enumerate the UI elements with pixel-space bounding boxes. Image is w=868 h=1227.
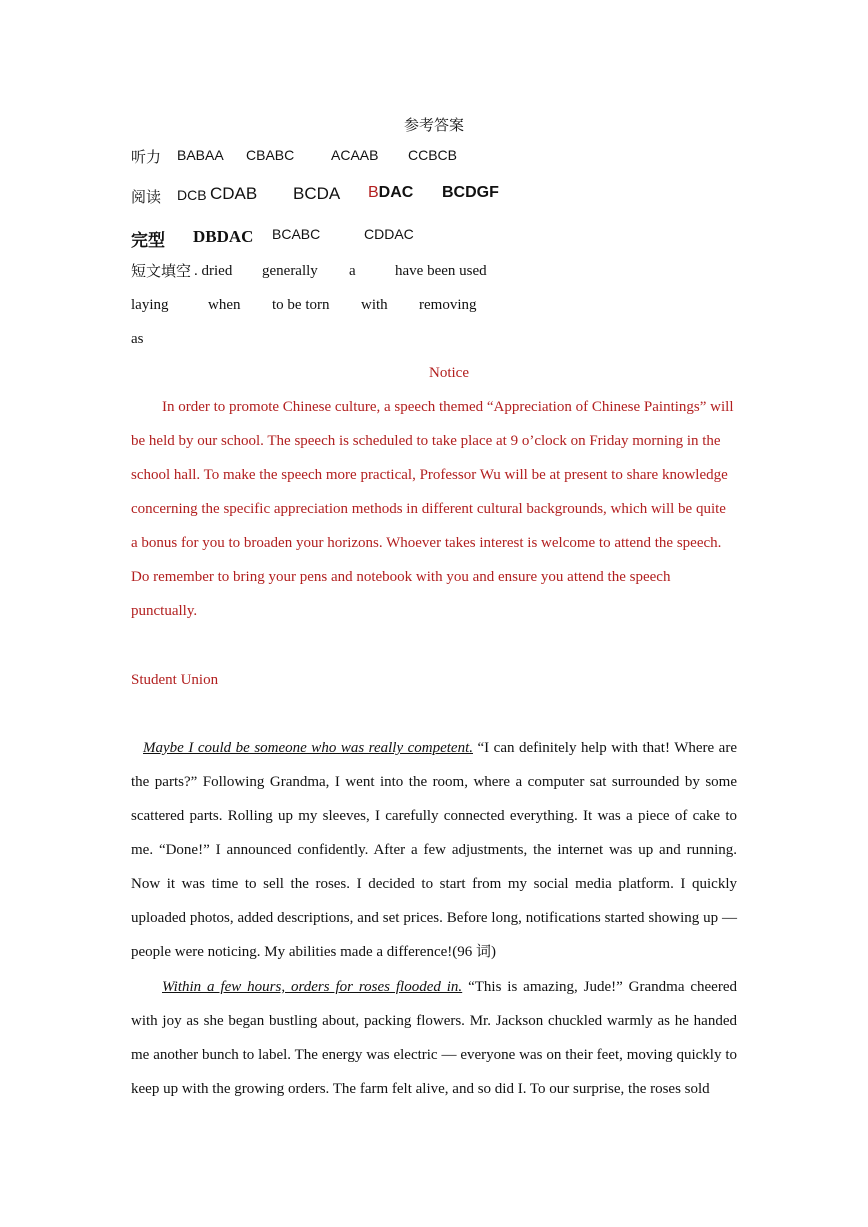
short-fill-answer-3: a	[349, 263, 356, 279]
reading-group-3	[368, 184, 413, 202]
paragraph-2-body: “This is amazing, Jude!” Grandma cheered with joy as she began bustling about, packing flowers. Mr. Jackson chuckled warmly as he handed me another bunch to label. The energy was electric — everyone was on their feet, moving quickly to keep up with the growing orders. The farm felt alive, and so did I. To our surprise, the roses sold	[131, 979, 737, 1097]
listening-group-4: CCBCB	[408, 147, 458, 163]
listening-group-3: ACAAB	[331, 147, 379, 163]
page-title: 参考答案	[404, 118, 465, 134]
short-fill-answer-10: as	[131, 331, 144, 347]
short-fill-answer-7: to be torn	[272, 297, 330, 313]
cloze-group-3: CDDAC	[364, 226, 414, 242]
paragraph-2-lead-sentence: Within a few hours, orders for roses flooded in.	[162, 979, 463, 995]
short-fill-label: 短文填空	[131, 264, 192, 280]
short-fill-answer-9: removing	[419, 297, 477, 313]
reading-group-1b: CDAB	[210, 184, 258, 203]
paragraph-1-body: “I can definitely help with that! Where are the parts?” Following Grandma, I went into the room, where a computer sat surrounded by some scattered parts. Rolling up my sleeves, I carefully connected everything. It was a piece of cake to me. “Done!” I announced confidently. After a few adjustments, the internet was up and running. Now it was time to sell the roses. I decided to start from my social media platform. I quickly uploaded photos, added descriptions, and set prices. Before long, notifications started showing up — people were noticing. My abilities made a difference!(96 词)	[131, 740, 737, 960]
notice-heading: Notice	[429, 365, 469, 381]
short-fill-answer-5: laying	[131, 297, 169, 313]
short-fill-answer-1: . dried	[194, 263, 233, 279]
short-fill-answer-2: generally	[262, 263, 318, 279]
reading-group-2: BCDA	[293, 184, 341, 203]
continuation-paragraph-1	[131, 731, 737, 969]
short-fill-answer-4: have been used	[395, 263, 487, 279]
cloze-group-1: DBDAC	[193, 227, 254, 246]
continuation-paragraph-2	[131, 970, 737, 1106]
short-fill-answer-6: when	[208, 297, 241, 313]
notice-signature: Student Union	[131, 672, 219, 688]
cloze-group-2: BCABC	[272, 226, 321, 242]
listening-group-2: CBABC	[246, 147, 295, 163]
listening-group-1: BABAA	[177, 147, 224, 163]
reading-group-3-rest: DAC	[378, 184, 414, 201]
reading-label: 阅读	[131, 190, 162, 206]
notice-paragraph: In order to promote Chinese culture, a speech themed “Appreciation of Chinese Paintings” will be held by our school. The speech is scheduled to take place at 9 o’clock on Friday morning in the school hall. To make the speech more practical, Professor Wu will be at present to share knowledge concerning the specific appreciation methods in different cultural backgrounds, which will be quite a bonus for you to broaden your horizons. Whoever takes interest is welcome to attend the speech. Do remember to bring your pens and notebook with you and ensure you attend the speech punctually.	[131, 399, 734, 619]
reading-group-3-first: B	[368, 184, 379, 201]
short-fill-answer-8: with	[361, 297, 388, 313]
reading-group-4: BCDGF	[442, 184, 499, 201]
cloze-label: 完型	[131, 231, 165, 250]
reading-group-1a: DCB	[177, 187, 207, 203]
listening-label: 听力	[131, 150, 162, 166]
notice-body	[131, 390, 735, 628]
paragraph-1-lead-sentence: Maybe I could be someone who was really competent.	[143, 740, 473, 756]
